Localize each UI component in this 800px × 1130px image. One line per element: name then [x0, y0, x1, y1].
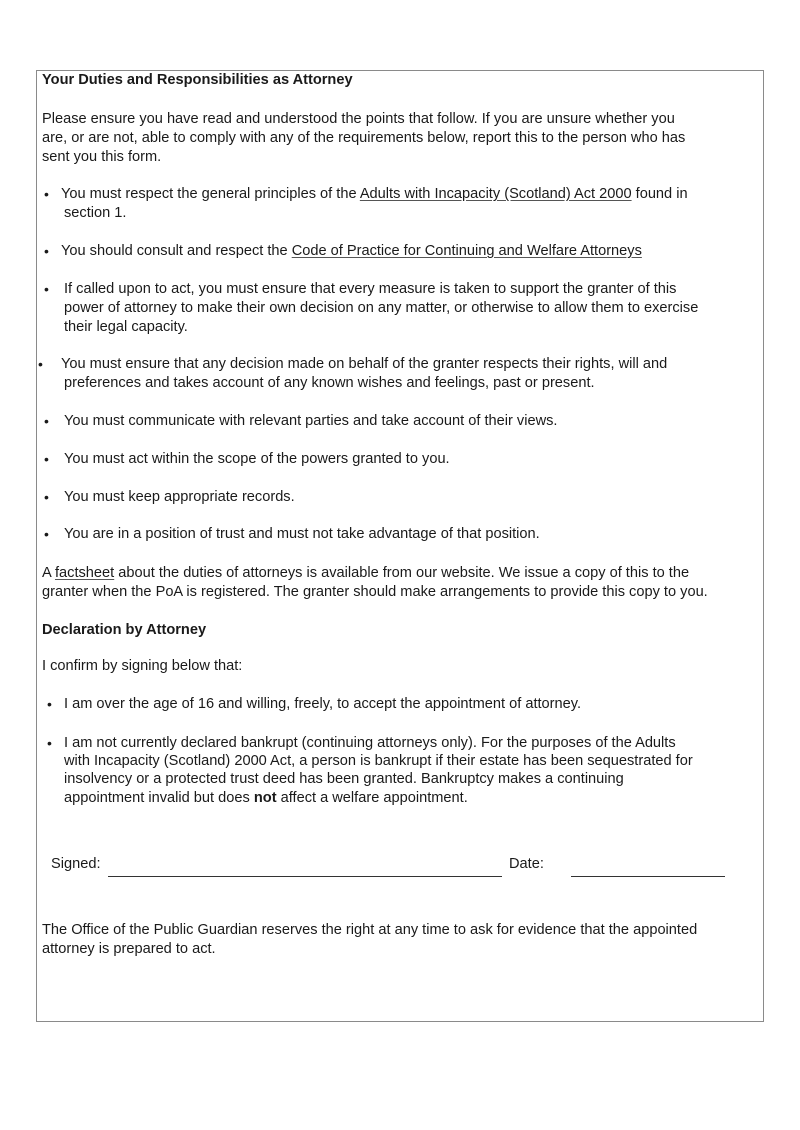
duty-item-4-line-2: preferences and takes account of any known wishes and feelings, past or present.	[64, 375, 595, 391]
bullet-icon: •	[44, 281, 49, 297]
date-label: Date:	[509, 856, 544, 872]
factsheet-link[interactable]: factsheet	[54, 565, 115, 581]
signed-label: Signed:	[51, 856, 101, 872]
declaration-item-2-line-1: I am not currently declared bankrupt (continuing attorneys only). For the purposes of the Adults	[64, 735, 676, 751]
duty-item-5: You must communicate with relevant parties and take account of their views.	[64, 413, 558, 429]
bullet-icon: •	[44, 451, 49, 467]
intro-line-1: Please ensure you have read and understood the points that follow. If you are unsure whether you	[42, 111, 675, 127]
signature-line[interactable]	[108, 876, 502, 877]
bullet-icon: •	[44, 413, 49, 429]
form-section-frame	[36, 70, 764, 1022]
declaration-confirm: I confirm by signing below that:	[42, 658, 243, 674]
declaration-item-2-line-2: with Incapacity (Scotland) 2000 Act, a person is bankrupt if their estate has been sequestrated for	[64, 753, 693, 769]
bullet-icon: •	[44, 526, 49, 542]
act-2000-link[interactable]: Adults with Incapacity (Scotland) Act 2000	[359, 186, 632, 202]
bullet-icon: •	[44, 186, 49, 202]
declaration-item-2-line-3: insolvency or a protected trust deed has been granted. Bankruptcy makes a continuing	[64, 771, 624, 787]
duty-item-1-line-1: You must respect the general principles of the Adults with Incapacity (Scotland) Act 2000 found in	[61, 186, 688, 202]
declaration-heading: Declaration by Attorney	[42, 622, 207, 638]
duty-item-4-line-1: You must ensure that any decision made on behalf of the granter respects their rights, will and	[61, 356, 668, 372]
duty-item-3-line-3: their legal capacity.	[64, 319, 188, 335]
bullet-icon: •	[47, 696, 52, 712]
duty-item-2: You should consult and respect the Code of Practice for Continuing and Welfare Attorneys	[61, 243, 642, 259]
bullet-icon: •	[44, 489, 49, 505]
duties-heading: Your Duties and Responsibilities as Attorney	[42, 72, 353, 88]
bullet-icon: •	[38, 356, 43, 372]
duty-item-8: You are in a position of trust and must not take advantage of that position.	[64, 526, 540, 542]
intro-line-2: are, or are not, able to comply with any of the requirements below, report this to the person who has	[42, 130, 686, 146]
intro-line-3: sent you this form.	[42, 149, 162, 165]
footer-line-1: The Office of the Public Guardian reserves the right at any time to ask for evidence that the appointed	[42, 922, 698, 938]
factsheet-line-2: granter when the PoA is registered. The granter should make arrangements to provide this copy to you.	[42, 584, 708, 600]
declaration-item-1: I am over the age of 16 and willing, freely, to accept the appointment of attorney.	[64, 696, 582, 712]
date-line[interactable]	[571, 876, 725, 877]
duty-item-3-line-2: power of attorney to make their own decision on any matter, or otherwise to allow them to exercise	[64, 300, 699, 316]
duty-item-1-line-2: section 1.	[64, 205, 127, 221]
footer-line-2: attorney is prepared to act.	[42, 941, 216, 957]
duty-item-6: You must act within the scope of the powers granted to you.	[64, 451, 450, 467]
bullet-icon: •	[47, 735, 52, 751]
code-of-practice-link[interactable]: Code of Practice for Continuing and Welfare Attorneys	[291, 243, 642, 259]
bullet-icon: •	[44, 243, 49, 259]
duty-item-3-line-1: If called upon to act, you must ensure that every measure is taken to support the granter of this	[64, 281, 677, 297]
declaration-item-2-line-4: appointment invalid but does not affect a welfare appointment.	[64, 790, 468, 806]
duty-item-7: You must keep appropriate records.	[64, 489, 295, 505]
factsheet-line-1: A factsheet about the duties of attorneys is available from our website. We issue a copy of this to the	[42, 565, 690, 581]
